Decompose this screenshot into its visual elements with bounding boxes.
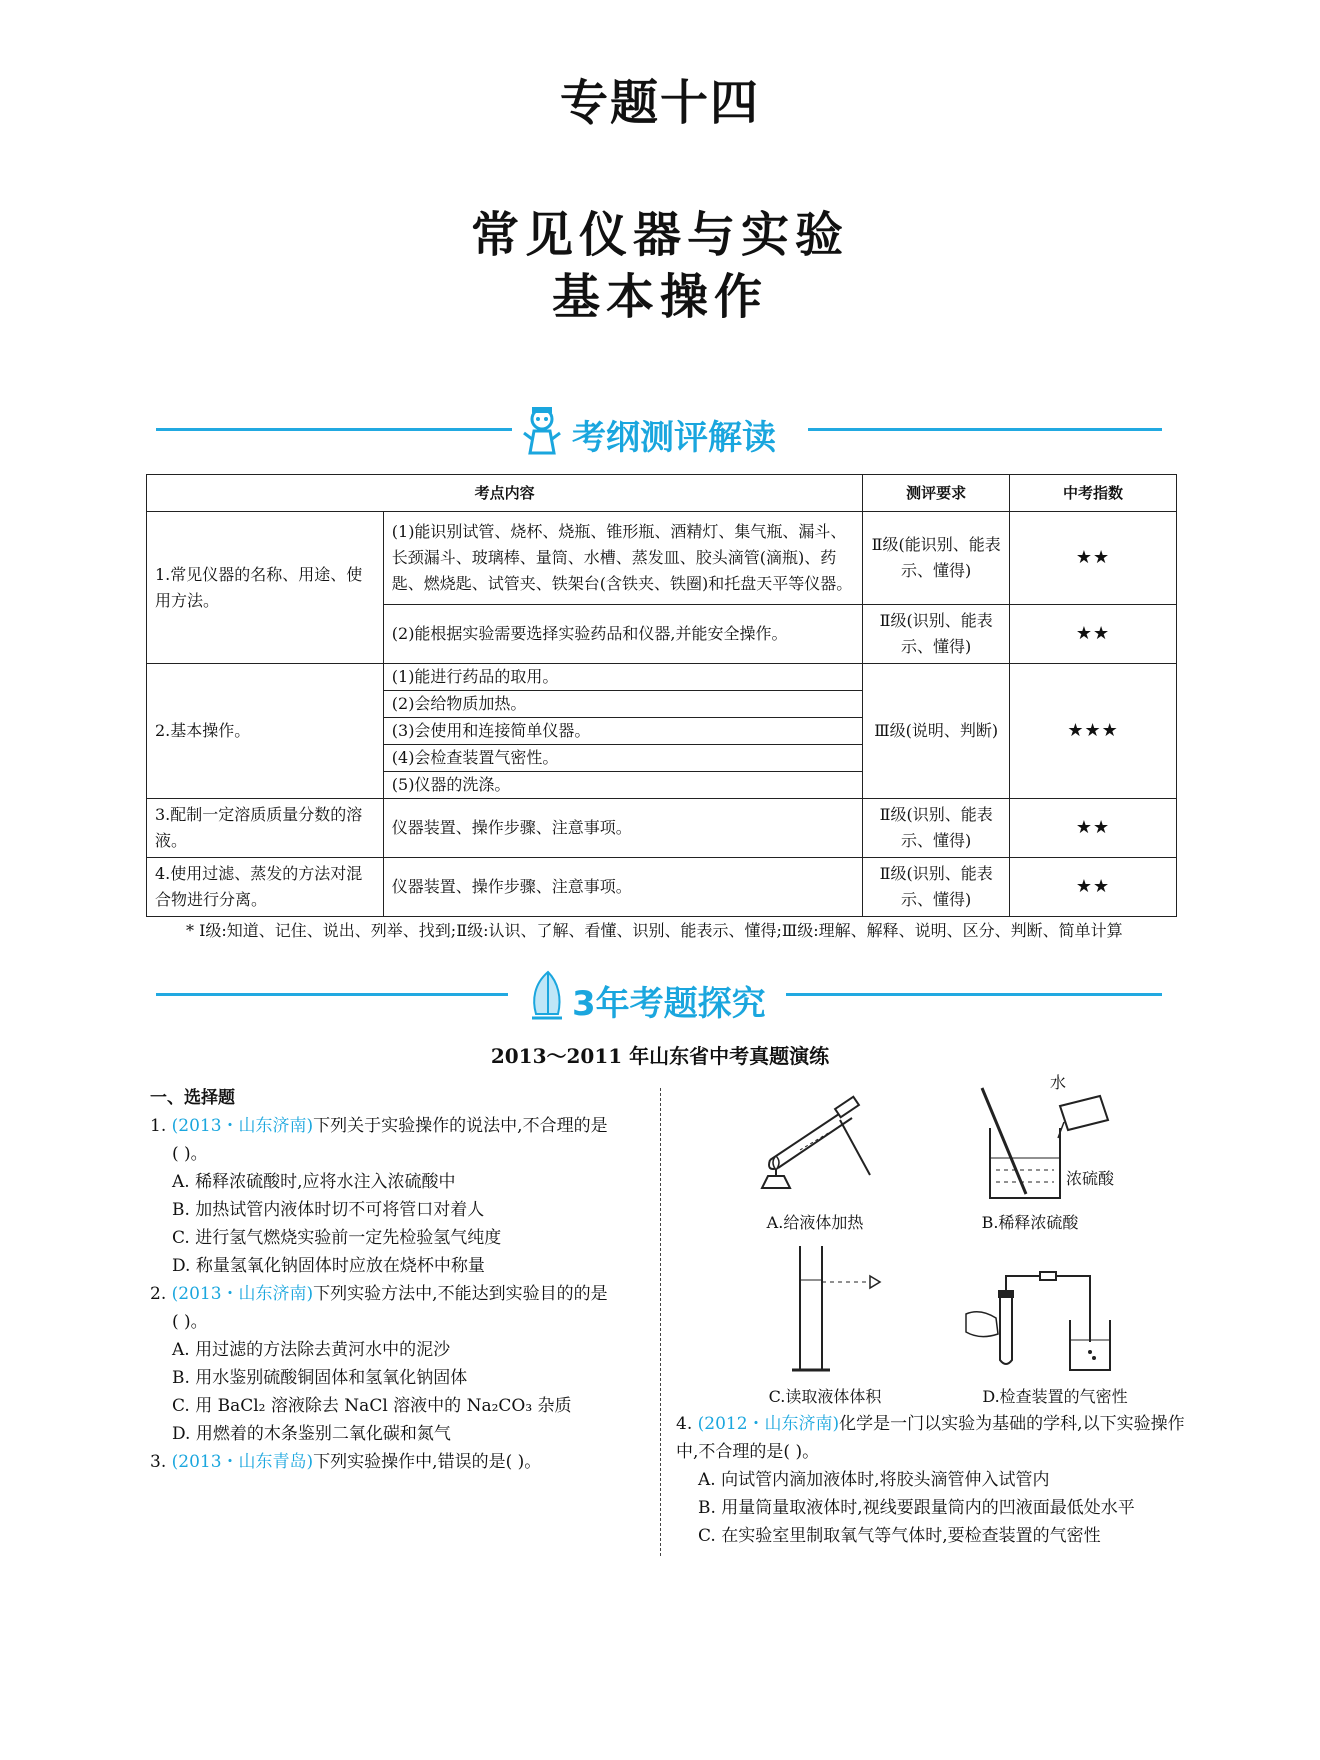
figure-d-caption: D.检查装置的气密性 bbox=[982, 1387, 1128, 1406]
row2-item4: (4)会检查装置气密性。 bbox=[383, 745, 862, 772]
q1-option-a: A. 稀释浓硫酸时,应将水注入浓硫酸中 bbox=[172, 1172, 456, 1192]
q4-option-c: C. 在实验室里制取氧气等气体时,要检查装置的气密性 bbox=[698, 1526, 1101, 1546]
row4-stars: ★★ bbox=[1010, 858, 1177, 917]
row2-item2: (2)会给物质加热。 bbox=[383, 691, 862, 718]
row3-stars: ★★ bbox=[1010, 799, 1177, 858]
question-1 bbox=[150, 1112, 650, 1476]
section1-rule-left bbox=[156, 428, 512, 431]
row1-item2-stars: ★★ bbox=[1010, 605, 1177, 664]
q3-source: (2013・山东青岛) bbox=[171, 1452, 314, 1472]
row1-item1-level: Ⅱ级(能识别、能表示、懂得) bbox=[863, 512, 1010, 605]
scientist-icon bbox=[520, 405, 564, 464]
row2-item3: (3)会使用和连接简单仪器。 bbox=[383, 718, 862, 745]
section1-heading bbox=[520, 405, 776, 464]
row3-text: 仪器装置、操作步骤、注意事项。 bbox=[383, 799, 862, 858]
q1-option-b: B. 加热试管内液体时切不可将管口对着人 bbox=[172, 1200, 485, 1220]
table-row bbox=[147, 858, 1177, 917]
question-4 bbox=[676, 1410, 1186, 1550]
section1-rule-right bbox=[808, 428, 1162, 431]
header-index: 中考指数 bbox=[1010, 475, 1177, 512]
q1-blank: ( )。 bbox=[172, 1144, 208, 1164]
figure-b-water-label: 水 bbox=[1050, 1073, 1067, 1092]
figure-b-caption: B.稀释浓硫酸 bbox=[981, 1213, 1079, 1232]
row2-item1: (1)能进行药品的取用。 bbox=[383, 664, 862, 691]
row2-topic: 2.基本操作。 bbox=[147, 664, 384, 799]
q4-source: (2012・山东济南) bbox=[697, 1414, 840, 1434]
q3-stem: 下列实验操作中,错误的是( )。 bbox=[313, 1452, 542, 1472]
figure-a-heating bbox=[740, 1090, 890, 1210]
section2-rule-left bbox=[156, 993, 508, 996]
row2-level: Ⅲ级(说明、判断) bbox=[863, 664, 1010, 799]
q4-option-b: B. 用量筒量取液体时,视线要跟量筒内的凹液面最低处水平 bbox=[698, 1498, 1135, 1518]
table-row bbox=[147, 512, 1177, 605]
row1-topic: 1.常见仪器的名称、用途、使用方法。 bbox=[147, 512, 384, 664]
section2-heading bbox=[528, 970, 766, 1031]
row3-topic: 3.配制一定溶质质量分数的溶液。 bbox=[147, 799, 384, 858]
table-header-row bbox=[147, 475, 1177, 512]
header-level: 测评要求 bbox=[863, 475, 1010, 512]
q4-number: 4. bbox=[676, 1414, 693, 1434]
row1-item1: (1)能识别试管、烧杯、烧瓶、锥形瓶、酒精灯、集气瓶、漏斗、长颈漏斗、玻璃棒、量筒、水槽、蒸发皿、胶头滴管(滴瓶)、药匙、燃烧匙、试管夹、铁架台(含铁夹、铁圈)和托盘天平等仪器。 bbox=[383, 512, 862, 605]
topic-number: 专题十四 bbox=[559, 75, 760, 131]
q3-number: 3. bbox=[150, 1452, 167, 1472]
row2-item5: (5)仪器的洗涤。 bbox=[383, 772, 862, 799]
row1-item2-level: Ⅱ级(识别、能表示、懂得) bbox=[863, 605, 1010, 664]
row1-item2: (2)能根据实验需要选择实验药品和仪器,并能安全操作。 bbox=[383, 605, 862, 664]
row4-topic: 4.使用过滤、蒸发的方法对混合物进行分离。 bbox=[147, 858, 384, 917]
header-content: 考点内容 bbox=[147, 475, 863, 512]
q2-option-a: A. 用过滤的方法除去黄河水中的泥沙 bbox=[172, 1340, 451, 1360]
row1-item1-stars: ★★ bbox=[1010, 512, 1177, 605]
section2-heading-text: 3年考题探究 bbox=[572, 984, 766, 1024]
figure-b-acid-label: 浓硫酸 bbox=[1066, 1169, 1115, 1188]
figure-c-reading bbox=[770, 1240, 890, 1380]
q2-source: (2013・山东济南) bbox=[171, 1284, 314, 1304]
row2-stars: ★★★ bbox=[1010, 664, 1177, 799]
q1-number: 1. bbox=[150, 1116, 167, 1136]
q1-source: (2013・山东济南) bbox=[171, 1116, 314, 1136]
q2-blank: ( )。 bbox=[172, 1312, 208, 1332]
table-row bbox=[147, 664, 1177, 691]
q4-option-a: A. 向试管内滴加液体时,将胶头滴管伸入试管内 bbox=[698, 1470, 1050, 1490]
part-label: 一、选择题 bbox=[150, 1088, 235, 1108]
row3-level: Ⅱ级(识别、能表示、懂得) bbox=[863, 799, 1010, 858]
figure-d-airtight bbox=[960, 1260, 1120, 1380]
page-title-line1: 常见仪器与实验 bbox=[470, 207, 849, 263]
level-footnote: * Ⅰ级:知道、记住、说出、列举、找到;Ⅱ级:认识、了解、看懂、识别、能表示、懂得;Ⅲ级:理解、解释、说明、区分、判断、简单计算 bbox=[186, 921, 1123, 940]
figure-c-caption: C.读取液体体积 bbox=[768, 1387, 882, 1406]
q2-option-c: C. 用 BaCl₂ 溶液除去 NaCl 溶液中的 Na₂CO₃ 杂质 bbox=[172, 1396, 572, 1416]
q4-stem: 化学是一门以实验为基础的学科,以下实验操作中,不合理的是( )。 bbox=[676, 1414, 1185, 1462]
section1-heading-text: 考纲测评解读 bbox=[572, 418, 776, 458]
q2-number: 2. bbox=[150, 1284, 167, 1304]
figure-a-caption: A.给液体加热 bbox=[766, 1213, 864, 1232]
row4-text: 仪器装置、操作步骤、注意事项。 bbox=[383, 858, 862, 917]
q1-option-d: D. 称量氢氧化钠固体时应放在烧杯中称量 bbox=[172, 1256, 485, 1276]
section2-rule-right bbox=[786, 993, 1162, 996]
q2-option-d: D. 用燃着的木条鉴别二氧化碳和氮气 bbox=[172, 1424, 451, 1444]
exam-subtitle: 2013～2011 年山东省中考真题演练 bbox=[490, 1044, 830, 1068]
column-divider bbox=[660, 1088, 661, 1556]
row4-level: Ⅱ级(识别、能表示、懂得) bbox=[863, 858, 1010, 917]
exam-outline-table bbox=[146, 474, 1177, 917]
table-row bbox=[147, 799, 1177, 858]
q2-option-b: B. 用水鉴别硫酸铜固体和氢氧化钠固体 bbox=[172, 1368, 468, 1388]
sail-icon bbox=[528, 970, 564, 1031]
q1-stem: 下列关于实验操作的说法中,不合理的是 bbox=[313, 1116, 608, 1136]
q1-option-c: C. 进行氢气燃烧实验前一定先检验氢气纯度 bbox=[172, 1228, 502, 1248]
q2-stem: 下列实验方法中,不能达到实验目的的是 bbox=[313, 1284, 608, 1304]
page-title-line2: 基本操作 bbox=[551, 269, 768, 325]
